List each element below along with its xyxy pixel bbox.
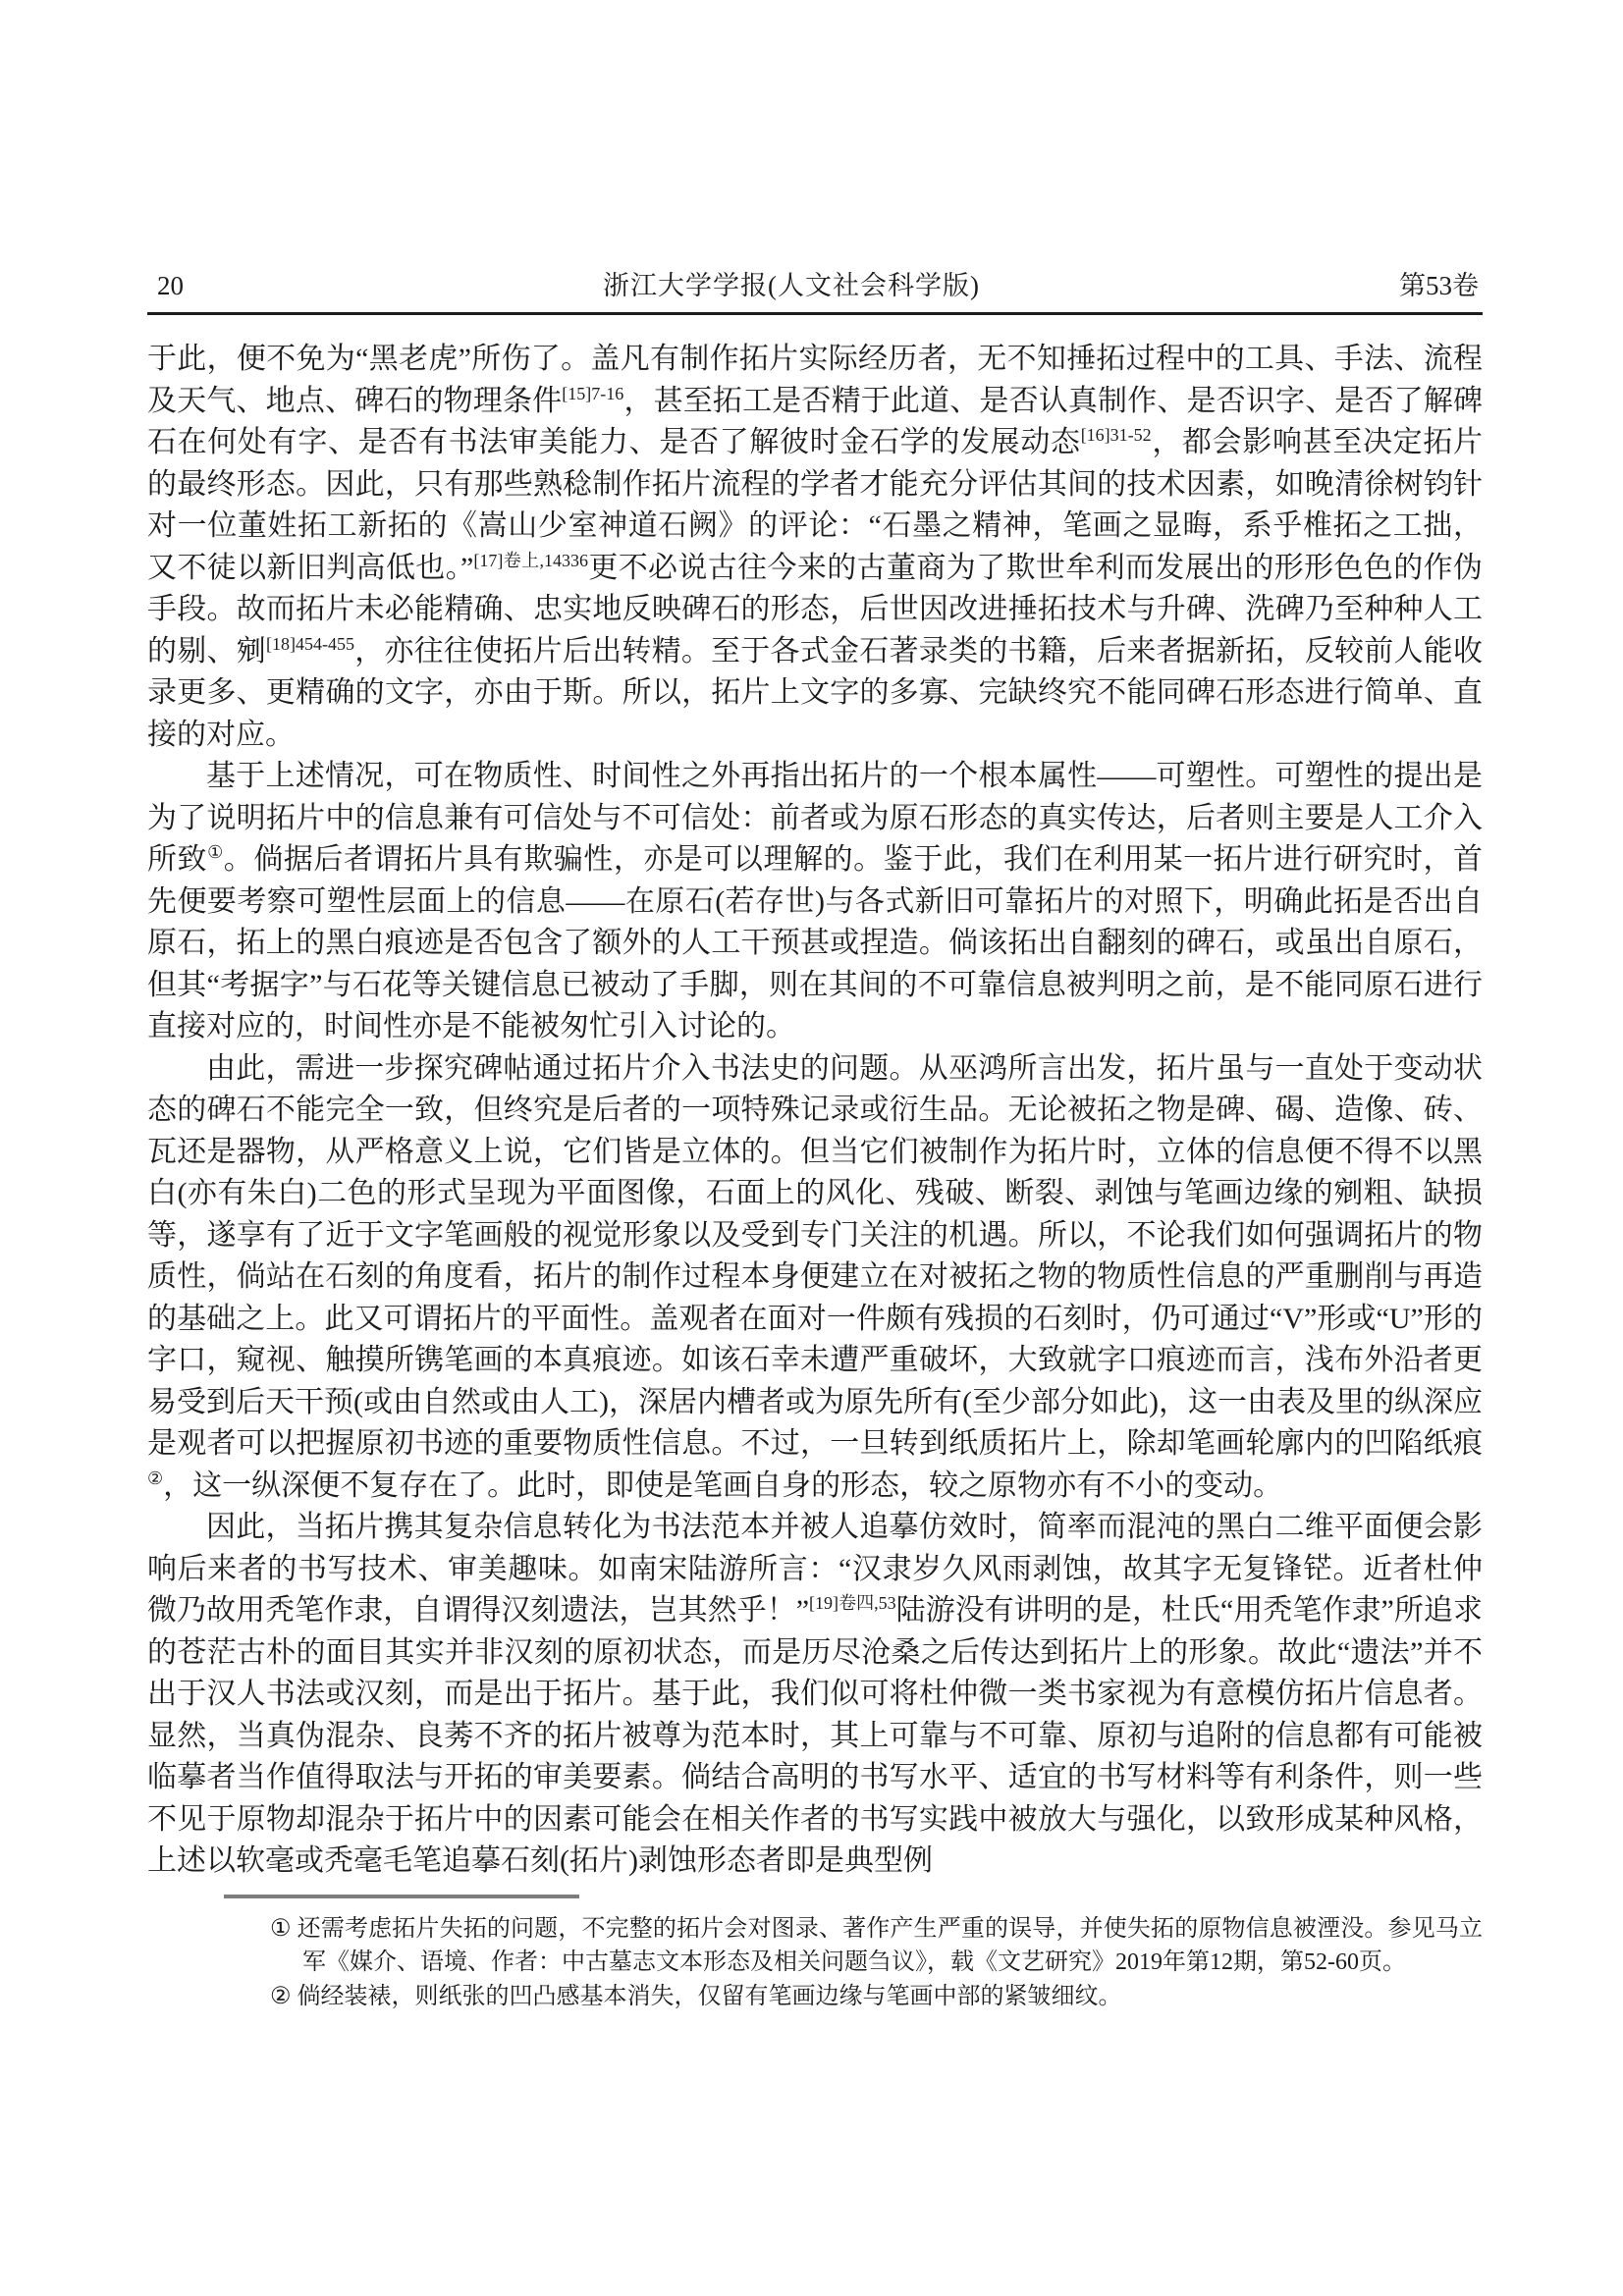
footnote-separator — [224, 1895, 579, 1898]
citation-superscript: ① — [207, 842, 224, 862]
citation-superscript: [16]31-52 — [1080, 425, 1152, 445]
footnote-text: 倘经装裱，则纸张的凹凸感基本消失，仅留有笔画边缘与笔画中部的紧皱细纹。 — [297, 1983, 1122, 2009]
journal-title: 浙江大学学报(人文社会科学版) — [603, 271, 980, 300]
paragraph: 由此，需进一步探究碑帖通过拓片介入书法史的问题。从巫鸿所言出发，拓片虽与一直处于变动状态的碑石不能完全一致，但终究是后者的一项特殊记录或衍生品。无论被拓之物是碑、碣、造像、砖、瓦还是器物，从严格意义上说，它们皆是立体的。但当它们被制作为拓片时，立体的信息便不得不以黑白(亦有朱白)二色的形式呈现为平面图像，石面上的风化、残破、断裂、剥蚀与笔画边缘的剜粗、缺损等，遂享有了近于文字笔画般的视觉形象以及受到专门关注的机遇。所以，不论我们如何强调拓片的物质性，倘站在石刻的角度看，拓片的制作过程本身便建立在对被拓之物的物质性信息的严重删削与再造的基础之上。此又可谓拓片的平面性。盖观者在面对一件颇有残损的石刻时，仍可通过“V”形或“U”形的字口，窥视、触摸所镌笔画的本真痕迹。如该石幸未遭严重破坏，大致就字口痕迹而言，浅布外沿者更易受到后天干预(或由自然或由人工)，深居内槽者或为原先所有(至少部分如此)，这一由表及里的纵深应是观者可以把握原初书迹的重要物质性信息。不过，一旦转到纸质拓片上，除却笔画轮廓内的凹陷纸痕②，这一纵深便不复存在了。此时，即使是笔画自身的形态，较之原物亦有不小的变动。 — [147, 1051, 1483, 1502]
footnote-marker: ① — [270, 1915, 292, 1942]
volume-number: 第53卷 — [1398, 271, 1479, 300]
citation-superscript: [19]卷四,53 — [809, 1593, 896, 1613]
citation-superscript: ② — [147, 1468, 164, 1488]
footnote — [270, 1912, 1483, 1980]
footnote-text: 还需考虑拓片失拓的问题，不完整的拓片会对图录、著作产生严重的误导，并使失拓的原物信息被湮没。参见马立军《媒介、语境、作者：中古墓志文本形态及相关问题刍议》，载《文艺研究》2019年第12期，第52-60页。 — [297, 1915, 1484, 1975]
article-body — [147, 339, 1483, 1883]
citation-superscript: [17]卷上,14336 — [473, 550, 588, 570]
paragraph: 于此，便不免为“黑老虎”所伤了。盖凡有制作拓片实际经历者，无不知捶拓过程中的工具、手法、流程及天气、地点、碑石的物理条件$^{[15]7-16}$，甚至拓工是否精于此道、是否认真制作、是否识字、是否了解碑石在何处有字、是否有书法审美能力、是否了解彼时金石学的发展动态$^{[16]31-52}$，都会影响甚至决定拓片的最终形态。因此，只有那些熟稔制作拓片流程的学者才能充分评估其间的技术因素，如晚清徐树钧针对一位董姓拓工新拓的《嵩山少室神道石阙》的评论：“石墨之精神，笔画之显晦，系乎椎拓之工拙，又不徒以新旧判高低也。”$^{[17]卷上,14336}$更不必说古往今来的古董商为了欺世牟利而发展出的形形色色的作伪手段。故而拓片未必能精确、忠实地反映碑石的形态，后世因改进捶拓技术与升碑、洗碑乃至种种人工的剔、剜$^{[18]454-455}$，亦往往使拓片后出转精。至于各式金石著录类的书籍，后来者据新拓，反较前人能收录更多、更精确的文字，亦由于斯。所以，拓片上文字的多寡、完缺终究不能同碑石形态进行简单、直接的对应。 — [147, 343, 1484, 751]
paragraph: 基于上述情况，可在物质性、时间性之外再指出拓片的一个根本属性——可塑性。可塑性的提出是为了说明拓片中的信息兼有可信处与不可信处：前者或为原石形态的真实传达，后者则主要是人工介入所致①。倘据后者谓拓片具有欺骗性，亦是可以理解的。鉴于此，我们在利用某一拓片进行研究时，首先便要考察可塑性层面上的信息——在原石(若存世)与各式新旧可靠拓片的对照下，明确此拓是否出自原石，拓上的黑白痕迹是否包含了额外的人工干预甚或捏造。倘该拓出自翻刻的碑石，或虽出自原石，但其“考据字”与石花等关键信息已被动了手脚，则在其间的不可靠信息被判明之前，是不能同原石进行直接对应的，时间性亦是不能被匆忙引入讨论的。 — [147, 760, 1484, 1042]
page-header — [147, 271, 1483, 300]
citation-superscript: [18]454-455 — [265, 633, 354, 654]
footnote — [270, 1980, 1483, 2014]
citation-superscript: [15]7-16 — [562, 383, 624, 403]
header-rule — [147, 312, 1483, 315]
footnote-marker: ② — [270, 1983, 292, 2009]
page-number: 20 — [157, 271, 184, 300]
paragraph: 因此，当拓片携其复杂信息转化为书法范本并被人追摹仿效时，简率而混沌的黑白二维平面便会影响后来者的书写技术、审美趣味。如南宋陆游所言：“汉隶岁久风雨剥蚀，故其字无复锋铓。近者杜仲微乃故用秃笔作隶，自谓得汉刻遗法，岂其然乎！”$^{[19]卷四,53}$陆游没有讲明的是，杜氏“用秃笔作隶”所追求的苍茫古朴的面目其实并非汉刻的原初状态，而是历尽沧桑之后传达到拓片上的形象。故此“遗法”并不出于汉人书法或汉刻，而是出于拓片。基于此，我们似可将杜仲微一类书家视为有意模仿拓片信息者。显然，当真伪混杂、良莠不齐的拓片被尊为范本时，其上可靠与不可靠、原初与追附的信息都有可能被临摹者当作值得取法与开拓的审美要素。倘结合高明的书写水平、适宜的书写材料等有利条件，则一些不见于原物却混杂于拓片中的因素可能会在相关作者的书写实践中被放大与强化，以致形成某种风格，上述以软毫或秃毫毛笔追摹石刻(拓片)剥蚀形态者即是典型例 — [147, 1511, 1483, 1877]
footnotes-section — [147, 1912, 1483, 2014]
